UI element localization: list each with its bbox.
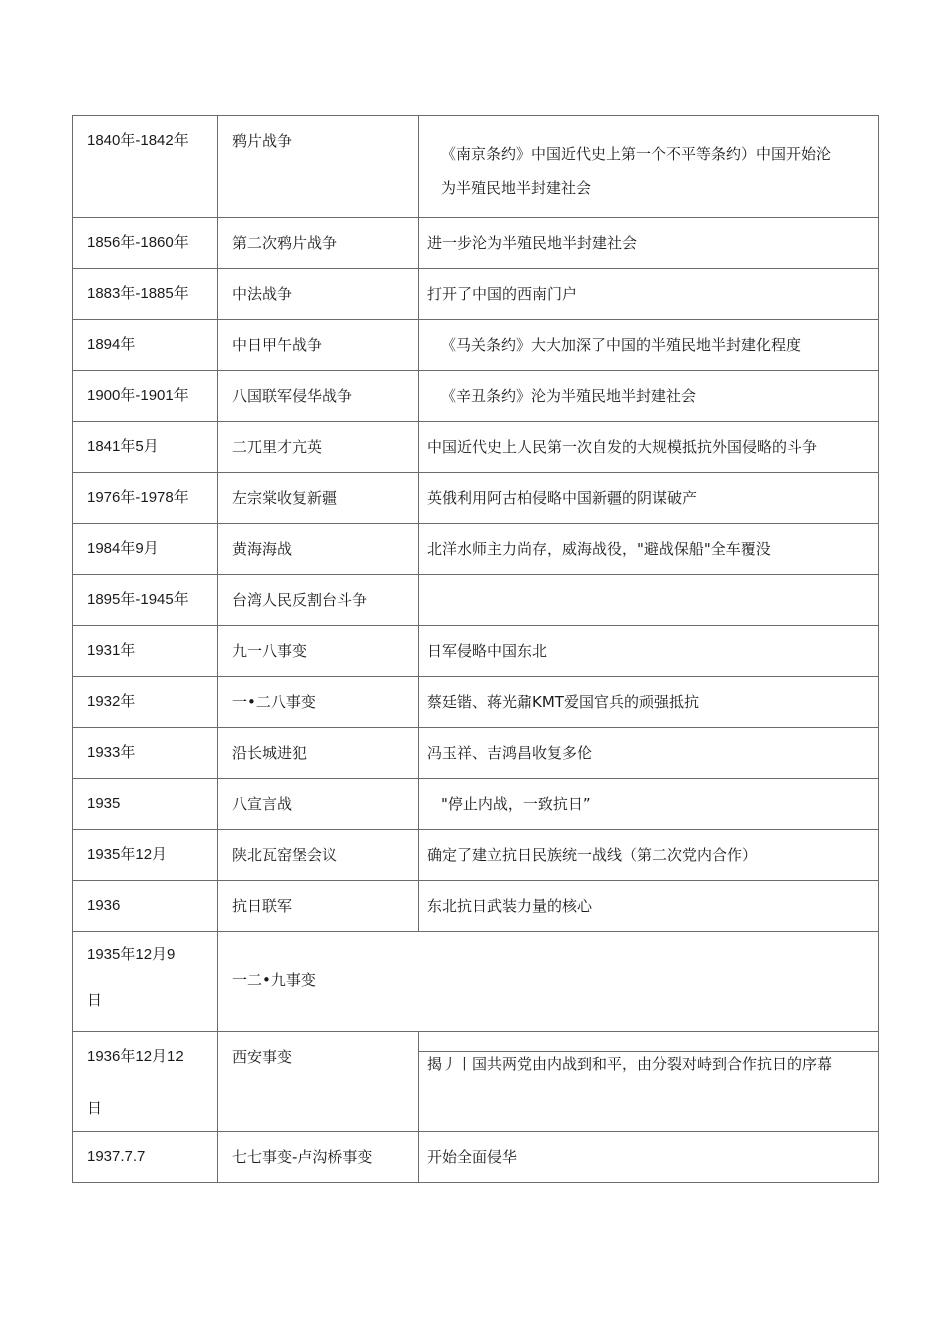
date-cell: 1933年 xyxy=(73,728,218,779)
significance-cell: 北洋水师主力尚存，威海战役，"避战保船"全车覆没 xyxy=(419,524,879,575)
significance-line-1: 《南京条约》中国近代史上第一个不平等条约）中国开始沦 xyxy=(441,145,832,163)
table-row xyxy=(73,1032,879,1132)
event-cell: 一•二八事变 xyxy=(218,677,419,728)
date-cell: 1935年12月 xyxy=(73,830,218,881)
event-cell: 陕北瓦窑堡会议 xyxy=(218,830,419,881)
event-cell: 台湾人民反割台斗争 xyxy=(218,575,419,626)
event-cell: 沿长城进犯 xyxy=(218,728,419,779)
date-cell: 1935 xyxy=(73,779,218,830)
significance-cell: "停止内战，一致抗日” xyxy=(419,779,879,830)
date-cell: 1984年9月 xyxy=(73,524,218,575)
event-cell: 八国联军侵华战争 xyxy=(218,371,419,422)
date-cell: 1932年 xyxy=(73,677,218,728)
table-row xyxy=(73,932,879,1032)
table-row xyxy=(73,626,879,677)
event-cell: 第二次鸦片战争 xyxy=(218,218,419,269)
table-row xyxy=(73,779,879,830)
significance-cell: 东北抗日武装力量的核心 xyxy=(419,881,879,932)
date-line-2: 日 xyxy=(87,992,103,1009)
date-cell xyxy=(73,1032,218,1132)
date-line-1: 1935年12月9 xyxy=(87,946,176,963)
table-row xyxy=(73,830,879,881)
significance-cell: 进一步沦为半殖民地半封建社会 xyxy=(419,218,879,269)
date-line-1: 1936年12月12 xyxy=(87,1048,184,1065)
date-cell: 1840年-1842年 xyxy=(73,116,218,218)
event-cell: 西安事变 xyxy=(218,1032,419,1132)
significance-cell: 《马关条约》大大加深了中国的半殖民地半封建化程度 xyxy=(419,320,879,371)
event-cell: 黄海海战 xyxy=(218,524,419,575)
significance-cell: 《辛丑条约》沦为半殖民地半封建社会 xyxy=(419,371,879,422)
significance-cell: 中国近代史上人民第一次自发的大规模抵抗外国侵略的斗争 xyxy=(419,422,879,473)
event-cell: 二兀里才亢英 xyxy=(218,422,419,473)
date-cell: 1883年-1885年 xyxy=(73,269,218,320)
date-cell: 1937.7.7 xyxy=(73,1132,218,1183)
event-cell: 中日甲午战争 xyxy=(218,320,419,371)
significance-cell: 冯玉祥、吉鸿昌收复多伦 xyxy=(419,728,879,779)
table-row xyxy=(73,218,879,269)
significance-cell: 开始全面侵华 xyxy=(419,1132,879,1183)
history-table xyxy=(72,115,879,1183)
significance-cell xyxy=(419,1032,879,1132)
date-cell: 1936 xyxy=(73,881,218,932)
table-row xyxy=(73,422,879,473)
date-cell xyxy=(73,932,218,1032)
significance-line-2: 为半殖民地半封建社会 xyxy=(441,179,592,197)
date-cell: 1931年 xyxy=(73,626,218,677)
event-cell: 七七事变-卢沟桥事变 xyxy=(218,1132,419,1183)
table-row xyxy=(73,728,879,779)
table-row xyxy=(73,524,879,575)
significance-cell xyxy=(419,116,879,218)
event-cell: 九一八事变 xyxy=(218,626,419,677)
table-row xyxy=(73,269,879,320)
date-cell: 1841年5月 xyxy=(73,422,218,473)
significance-cell: 确定了建立抗日民族统一战线（第二次党内合作） xyxy=(419,830,879,881)
event-cell: 左宗棠收复新疆 xyxy=(218,473,419,524)
cell-divider xyxy=(419,1032,878,1052)
table-row xyxy=(73,473,879,524)
table-row xyxy=(73,677,879,728)
table-row xyxy=(73,371,879,422)
table-row xyxy=(73,116,879,218)
date-line-2: 日 xyxy=(87,1100,103,1117)
significance-cell xyxy=(419,575,879,626)
event-cell: 抗日联军 xyxy=(218,881,419,932)
table-row xyxy=(73,575,879,626)
date-cell: 1856年-1860年 xyxy=(73,218,218,269)
significance-cell: 打开了中国的西南门户 xyxy=(419,269,879,320)
significance-cell: 蔡廷锴、蒋光鼐KMT爱国官兵的顽强抵抗 xyxy=(419,677,879,728)
event-cell: 中法战争 xyxy=(218,269,419,320)
date-cell: 1894年 xyxy=(73,320,218,371)
date-cell: 1976年-1978年 xyxy=(73,473,218,524)
table-row xyxy=(73,1132,879,1183)
table-row xyxy=(73,320,879,371)
date-cell: 1900年-1901年 xyxy=(73,371,218,422)
event-cell: 八宣言战 xyxy=(218,779,419,830)
date-cell: 1895年-1945年 xyxy=(73,575,218,626)
event-cell: 一二•九事变 xyxy=(218,932,879,1032)
significance-text: 揭丿丨国共两党由内战到和平，由分裂对峙到合作抗日的序幕 xyxy=(427,1055,833,1073)
significance-cell: 英俄利用阿古柏侵略中国新疆的阴谋破产 xyxy=(419,473,879,524)
significance-cell: 日军侵略中国东北 xyxy=(419,626,879,677)
event-cell: 鸦片战争 xyxy=(218,116,419,218)
table-row xyxy=(73,881,879,932)
